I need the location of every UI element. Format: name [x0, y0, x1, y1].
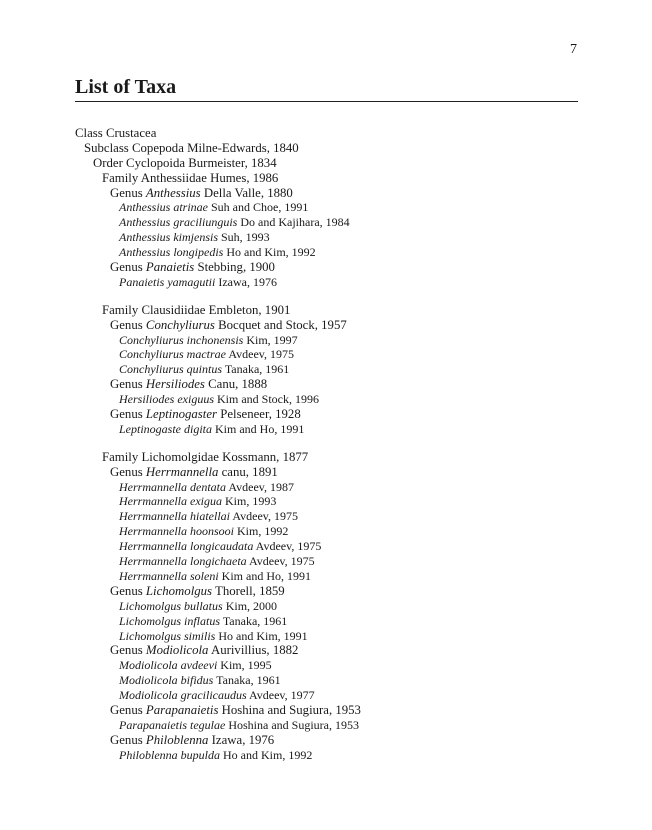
species-entry: [75, 480, 595, 495]
taxon-entry-genus: [75, 643, 595, 658]
species-entry: [75, 748, 595, 763]
taxon-authority: Avdeev, 1975: [232, 509, 298, 524]
taxon-entry-genus: [75, 377, 595, 392]
taxon-authority: Burmeister, 1834: [188, 155, 277, 170]
taxon-name: Clausidiidae: [141, 302, 206, 317]
taxon-authority: Ho and Kim, 1992: [226, 245, 316, 260]
taxon-authority: Kim, 2000: [225, 598, 278, 613]
taxon-authority: Kim and Ho, 1991: [221, 568, 311, 583]
taxon-name: Modiolicola: [145, 643, 209, 658]
taxon-name: Herrmannella hiatellai: [119, 509, 230, 524]
taxon-entry-genus: [75, 318, 595, 333]
taxon-authority: Kim, 1992: [237, 524, 289, 539]
taxon-authority: Embleton, 1901: [208, 302, 291, 317]
taxon-rank: Genus: [110, 317, 143, 332]
taxon-entry-family: [75, 450, 595, 465]
taxon-rank: Family: [102, 302, 139, 317]
taxon-rank: Genus: [110, 407, 143, 422]
taxon-name: Conchyliurus: [145, 317, 215, 332]
taxon-name: Crustacea: [105, 126, 157, 140]
taxon-rank: Genus: [110, 702, 143, 717]
title-rule: [75, 101, 578, 102]
taxon-name: Herrmannella exigua: [119, 494, 222, 509]
taxon-entry-family: [75, 171, 595, 186]
taxon-rank: Family: [102, 170, 139, 185]
species-entry: [75, 554, 595, 569]
taxon-authority: Aurivillius, 1882: [210, 643, 299, 658]
taxon-name: Conchyliurus mactrae: [119, 347, 226, 362]
taxon-name: Lichomolgus: [145, 583, 213, 598]
species-entry: [75, 245, 595, 260]
taxon-entry-subclass: [75, 141, 595, 156]
taxon-authority: Suh and Choe, 1991: [211, 200, 309, 215]
species-entry: [75, 200, 595, 215]
taxon-name: Lichomolgidae: [141, 449, 219, 464]
taxon-name: Lichomolgus similis: [119, 628, 216, 643]
species-entry: [75, 494, 595, 509]
taxon-name: Herrmannella soleni: [119, 568, 219, 583]
taxon-authority: Ho and Kim, 1992: [223, 747, 313, 762]
species-entry: [75, 539, 595, 554]
taxon-entry-family: [75, 303, 595, 318]
taxon-name: Hersiliodes exiguus: [119, 392, 214, 407]
taxon-entry-genus: [75, 407, 595, 422]
species-entry: [75, 614, 595, 629]
taxon-authority: Humes, 1986: [210, 170, 279, 185]
taxon-name: Modiolicola gracilicaudus: [119, 688, 247, 703]
taxon-authority: Kim and Ho, 1991: [215, 421, 305, 436]
taxon-name: Conchyliurus inchonensis: [119, 332, 244, 347]
taxon-name: Lichomolgus inflatus: [119, 613, 221, 628]
taxon-rank: Genus: [110, 260, 143, 275]
taxon-entry-genus: [75, 260, 595, 275]
taxon-name: Modiolicola bifidus: [119, 673, 214, 688]
taxon-authority: Avdeev, 1987: [228, 479, 294, 494]
taxon-authority: Milne-Edwards, 1840: [187, 140, 299, 155]
taxon-name: Anthessiidae: [140, 170, 207, 185]
taxon-authority: Suh, 1993: [221, 230, 270, 245]
taxon-name: Leptinogaster: [145, 407, 218, 422]
taxon-name: Modiolicola avdeevi: [119, 658, 218, 673]
taxon-authority: Avdeev, 1975: [255, 539, 322, 554]
taxon-name: Philoblenna bupulda: [119, 747, 220, 762]
taxon-authority: Izawa, 1976: [218, 274, 277, 289]
taxon-name: Anthessius kimjensis: [119, 230, 218, 245]
taxon-rank: Class: [75, 126, 103, 140]
species-entry: [75, 347, 595, 362]
taxon-authority: Izawa, 1976: [211, 732, 275, 747]
species-entry: [75, 524, 595, 539]
taxon-rank: Order: [93, 155, 123, 170]
taxon-authority: Della Valle, 1880: [203, 185, 293, 200]
taxon-name: Anthessius graciliunguis: [119, 215, 238, 230]
taxon-name: Parapanaietis: [145, 702, 219, 717]
taxon-name: Copepoda: [132, 140, 184, 155]
species-entry: [75, 599, 595, 614]
taxon-authority: Stebbing, 1900: [197, 260, 275, 275]
taxon-authority: Kim, 1993: [224, 494, 277, 509]
taxon-authority: Canu, 1888: [208, 377, 268, 392]
taxon-name: Panaietis yamagutii: [119, 274, 216, 289]
taxon-name: Hersiliodes: [145, 377, 205, 392]
taxon-name: Herrmannella dentata: [119, 479, 226, 494]
species-entry: [75, 422, 595, 437]
taxon-authority: Ho and Kim, 1991: [218, 628, 308, 643]
taxon-authority: Kim and Stock, 1996: [217, 392, 319, 407]
taxon-authority: Kim, 1995: [220, 658, 272, 673]
taxon-name: Panaietis: [145, 260, 195, 275]
taxon-authority: Kim, 1997: [246, 332, 298, 347]
species-entry: [75, 509, 595, 524]
taxon-rank: Family: [102, 449, 139, 464]
taxon-entry-genus: [75, 733, 595, 748]
taxon-entry-class: [75, 126, 595, 141]
taxon-entry-order: [75, 156, 595, 171]
page-number: 7: [570, 42, 577, 57]
taxon-authority: Avdeev, 1975: [249, 554, 315, 569]
taxon-authority: Kossmann, 1877: [222, 449, 309, 464]
taxon-rank: Genus: [110, 732, 143, 747]
species-entry: [75, 658, 595, 673]
taxon-name: Lichomolgus bullatus: [119, 598, 223, 613]
taxon-rank: Subclass: [84, 140, 129, 155]
taxon-authority: Avdeev, 1975: [228, 347, 294, 362]
taxon-name: Philoblenna: [145, 732, 209, 747]
taxon-authority: Hoshina and Sugiura, 1953: [221, 702, 361, 717]
taxon-authority: Do and Kajihara, 1984: [240, 215, 350, 230]
taxon-name: Herrmannella longicaudata: [119, 539, 254, 554]
species-entry: [75, 215, 595, 230]
taxon-name: Leptinogaste digita: [119, 421, 212, 436]
taxon-authority: Tanaka, 1961: [216, 673, 281, 688]
taxon-name: Anthessius longipedis: [119, 245, 224, 260]
taxon-entry-genus: [75, 703, 595, 718]
species-entry: [75, 362, 595, 377]
taxa-list: [75, 126, 595, 763]
species-entry: [75, 392, 595, 407]
species-entry: [75, 569, 595, 584]
taxon-authority: canu, 1891: [221, 464, 278, 479]
taxon-rank: Genus: [110, 643, 143, 658]
species-entry: [75, 629, 595, 644]
species-entry: [75, 230, 595, 245]
taxon-entry-genus: [75, 465, 595, 480]
taxon-rank: Genus: [110, 583, 143, 598]
taxon-name: Conchyliurus quintus: [119, 362, 223, 377]
taxon-rank: Genus: [110, 464, 143, 479]
species-entry: [75, 333, 595, 348]
taxon-name: Herrmannella: [145, 464, 219, 479]
taxon-authority: Tanaka, 1961: [224, 362, 290, 377]
taxon-authority: Thorell, 1859: [215, 583, 285, 598]
taxon-authority: Pelseneer, 1928: [220, 407, 301, 422]
taxon-rank: Genus: [110, 185, 143, 200]
taxon-entry-genus: [75, 186, 595, 201]
taxon-authority: Avdeev, 1977: [249, 688, 315, 703]
species-entry: [75, 673, 595, 688]
taxon-name: Anthessius atrinae: [119, 200, 208, 215]
taxon-authority: Bocquet and Stock, 1957: [218, 317, 347, 332]
taxon-name: Herrmannella hoonsooi: [119, 524, 234, 539]
taxon-name: Parapanaietis tegulae: [119, 717, 226, 732]
taxon-authority: Hoshina and Sugiura, 1953: [228, 717, 359, 732]
taxon-authority: Tanaka, 1961: [222, 613, 288, 628]
taxon-rank: Genus: [110, 377, 143, 392]
taxon-name: Cyclopoida: [126, 155, 186, 170]
taxon-name: Herrmannella longichaeta: [119, 554, 247, 569]
page-title: List of Taxa: [75, 76, 177, 98]
taxon-entry-genus: [75, 584, 595, 599]
species-entry: [75, 718, 595, 733]
species-entry: [75, 275, 595, 290]
taxon-name: Anthessius: [145, 185, 201, 200]
species-entry: [75, 688, 595, 703]
